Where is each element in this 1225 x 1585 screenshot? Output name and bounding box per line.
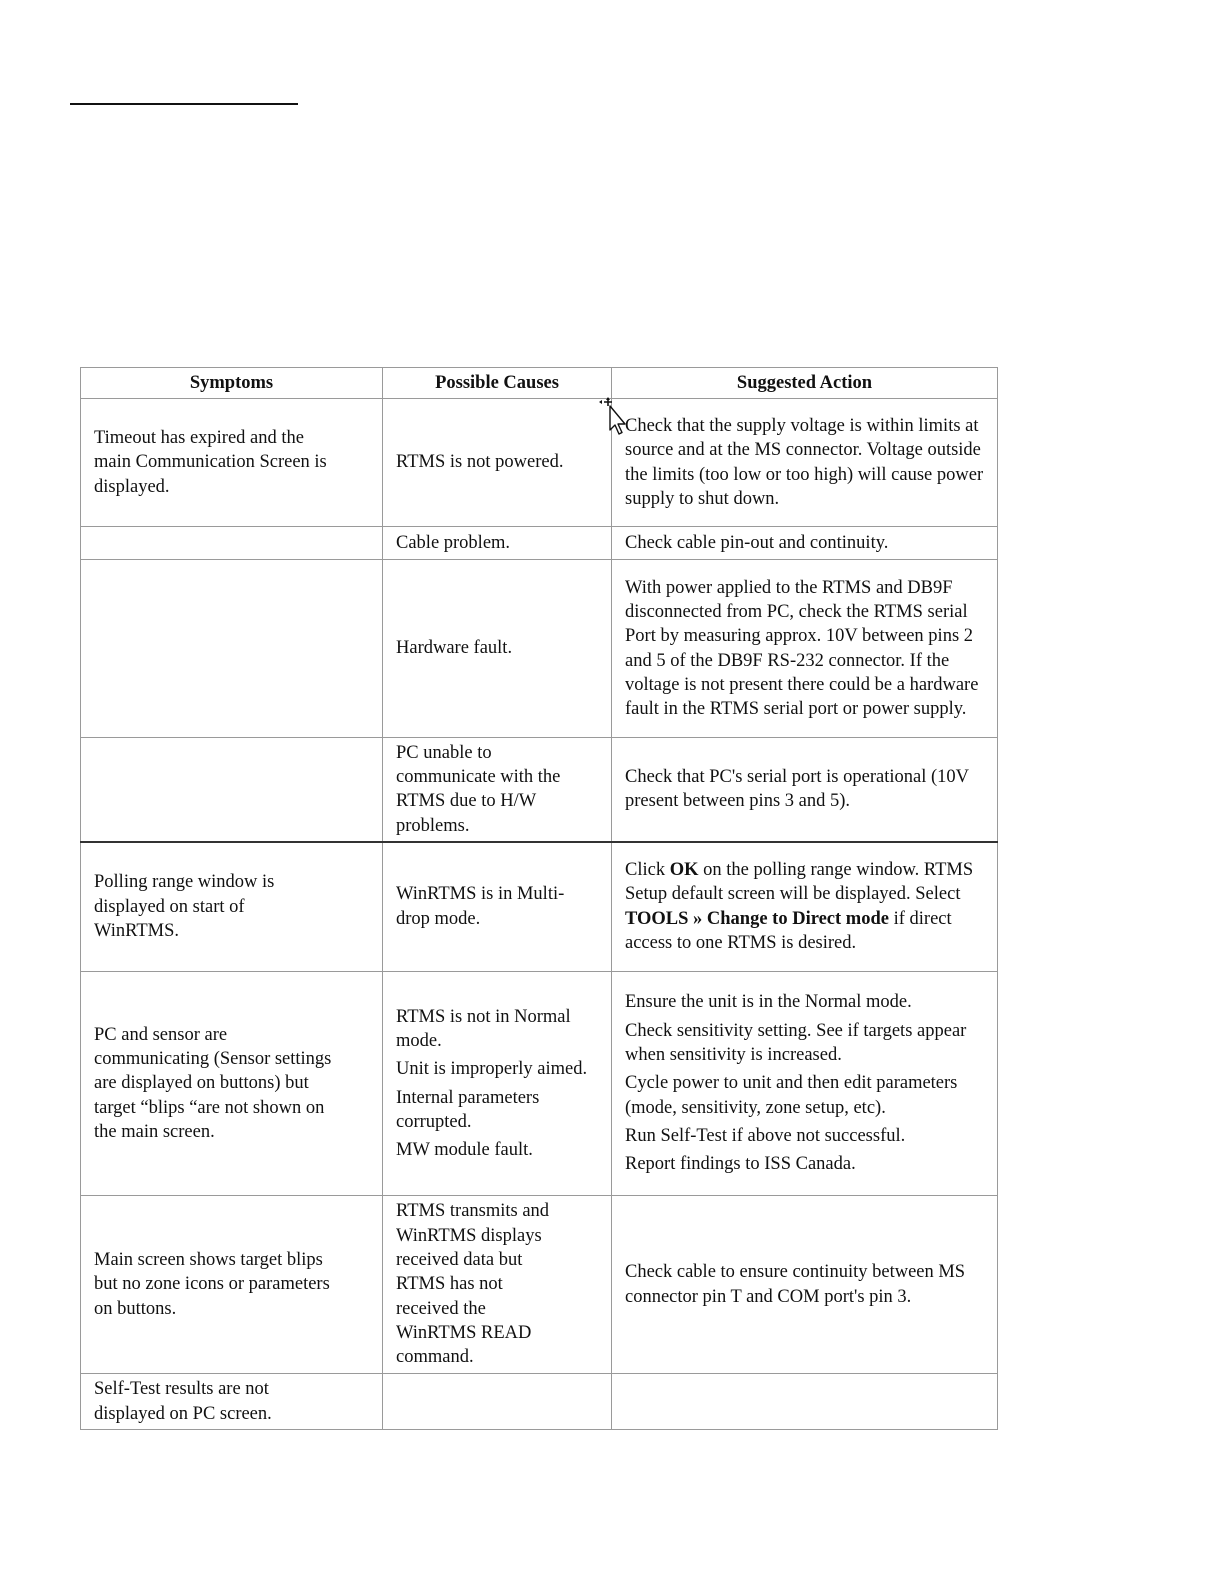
cause-text-line: PC unable to [396, 742, 492, 763]
action-cell [612, 399, 998, 527]
cause-text-line: WinRTMS is in Multi- [396, 884, 565, 905]
action-paragraph [625, 1019, 985, 1068]
action-cell [612, 560, 998, 738]
action-text: Check cable to ensure continuity between MS connector pin T and COM port's pin 3. [625, 1262, 966, 1307]
section-heading-underline [70, 103, 298, 105]
troubleshooting-table [80, 367, 998, 1430]
action-cell [612, 527, 998, 560]
action-text: on the polling range window. RTMS Setup default screen will be displayed. Select [625, 860, 974, 905]
cause-paragraph: Internal parameters corrupted. [396, 1087, 540, 1132]
action-cell [612, 1196, 998, 1374]
symptom-cell [81, 972, 383, 1196]
action-cell [612, 842, 998, 972]
cause-text-line: WinRTMS displays [396, 1225, 542, 1246]
cause-text-line: communicate with the [396, 766, 561, 787]
symptom-cell [81, 527, 383, 560]
symptom-text-line: Self-Test results are not [94, 1379, 269, 1400]
action-paragraph [625, 1124, 985, 1148]
cause-text-line: drop mode. [396, 908, 481, 929]
symptom-text-line: communicating (Sensor settings [94, 1049, 332, 1070]
action-bold-text: TOOLS » Change to Direct mode [625, 908, 889, 929]
action-text: if direct access to one RTMS is desired. [625, 908, 952, 954]
action-paragraph [625, 1260, 985, 1309]
symptom-text-line: but no zone icons or parameters [94, 1274, 330, 1295]
action-paragraph [625, 414, 985, 511]
symptom-text-line: the main screen. [94, 1121, 215, 1142]
table-header-row [81, 368, 998, 399]
cause-text-line: RTMS transmits and [396, 1201, 550, 1222]
cause-text-line: RTMS has not [396, 1274, 503, 1295]
action-paragraph [625, 1071, 985, 1120]
action-cell [612, 738, 998, 842]
action-text: Ensure the unit is in the Normal mode. [625, 992, 912, 1013]
cause-text-line: command. [396, 1347, 474, 1368]
action-text: Check that PC's serial port is operational (10V present between pins 3 and 5). [625, 766, 969, 812]
cause-text-line: received data but [396, 1250, 523, 1271]
cause-cell [383, 399, 612, 527]
symptom-text-line: Polling range window is [94, 872, 275, 893]
cause-cell [383, 1374, 612, 1430]
action-paragraph [625, 990, 985, 1014]
symptom-cell [81, 1196, 383, 1374]
symptom-text-line: main Communication Screen is [94, 452, 327, 473]
action-text: With power applied to the RTMS and DB9F disconnected from PC, check the RTMS serial Port by measuring approx. 10V between pins 2 and 5 of the DB9F RS-232 connector. If the voltage is not present there could be a hardware fault in the RTMS serial port or power supply. [625, 577, 979, 720]
symptom-cell [81, 842, 383, 972]
cause-cell [383, 972, 612, 1196]
cause-paragraph: MW module fault. [396, 1140, 533, 1161]
table-row [81, 560, 998, 738]
symptom-text-line: are displayed on buttons) but [94, 1073, 309, 1094]
table-row [81, 972, 998, 1196]
symptom-cell [81, 560, 383, 738]
table-body [81, 399, 998, 1430]
cause-text-line: Hardware fault. [396, 638, 513, 659]
symptom-cell [81, 738, 383, 842]
action-paragraph [625, 858, 985, 955]
symptom-text-line: on buttons. [94, 1298, 177, 1319]
header-possible-causes: Possible Causes [383, 368, 612, 399]
action-paragraph [625, 576, 985, 722]
cause-text-line: problems. [396, 815, 470, 836]
move-cursor-icon [598, 396, 628, 438]
symptom-text-line: Main screen shows target blips [94, 1250, 323, 1271]
table-row [81, 1374, 998, 1430]
action-text: Click [625, 860, 670, 881]
symptom-cell [81, 399, 383, 527]
cause-text-line: RTMS due to H/W [396, 791, 537, 812]
table-row [81, 399, 998, 527]
cause-paragraph: Unit is improperly aimed. [396, 1059, 588, 1080]
action-paragraph [625, 765, 985, 814]
cause-cell [383, 560, 612, 738]
symptom-text-line: WinRTMS. [94, 920, 180, 941]
symptom-text-line: displayed on PC screen. [94, 1403, 272, 1424]
cause-text-line: RTMS is not powered. [396, 452, 564, 473]
symptom-text-line: PC and sensor are [94, 1024, 228, 1045]
action-text: Run Self-Test if above not successful. [625, 1125, 906, 1146]
table-row [81, 527, 998, 560]
header-suggested-action: Suggested Action [612, 368, 998, 399]
cause-paragraph: RTMS is not in Normal mode. [396, 1006, 571, 1051]
symptom-text-line: displayed. [94, 476, 170, 497]
cause-text-line: Cable problem. [396, 532, 511, 553]
table-row [81, 842, 998, 972]
action-cell [612, 972, 998, 1196]
cause-cell [383, 842, 612, 972]
symptom-cell [81, 1374, 383, 1430]
action-cell [612, 1374, 998, 1430]
action-text: Check that the supply voltage is within limits at source and at the MS connector. Voltage outside the limits (too low or too high) will cause power supply to shut down. [625, 415, 984, 509]
action-text: Cycle power to unit and then edit parameters (mode, sensitivity, zone setup, etc). [625, 1073, 958, 1118]
symptom-text-line: Timeout has expired and the [94, 428, 304, 449]
table-row [81, 1196, 998, 1374]
cause-text-line: received the [396, 1298, 486, 1319]
cause-cell [383, 527, 612, 560]
table-row [81, 738, 998, 842]
cause-cell [383, 738, 612, 842]
action-bold-text: OK [669, 860, 699, 881]
action-paragraph [625, 531, 985, 555]
action-text: Check sensitivity setting. See if targets appear when sensitivity is increased. [625, 1020, 967, 1066]
symptom-text-line: target “blips “are not shown on [94, 1097, 325, 1118]
header-symptoms: Symptoms [81, 368, 383, 399]
action-paragraph [625, 1152, 985, 1176]
cause-cell [383, 1196, 612, 1374]
symptom-text-line: displayed on start of [94, 896, 245, 917]
cause-text-line: WinRTMS READ [396, 1322, 532, 1343]
action-text: Check cable pin-out and continuity. [625, 532, 889, 553]
action-text: Report findings to ISS Canada. [625, 1154, 856, 1175]
